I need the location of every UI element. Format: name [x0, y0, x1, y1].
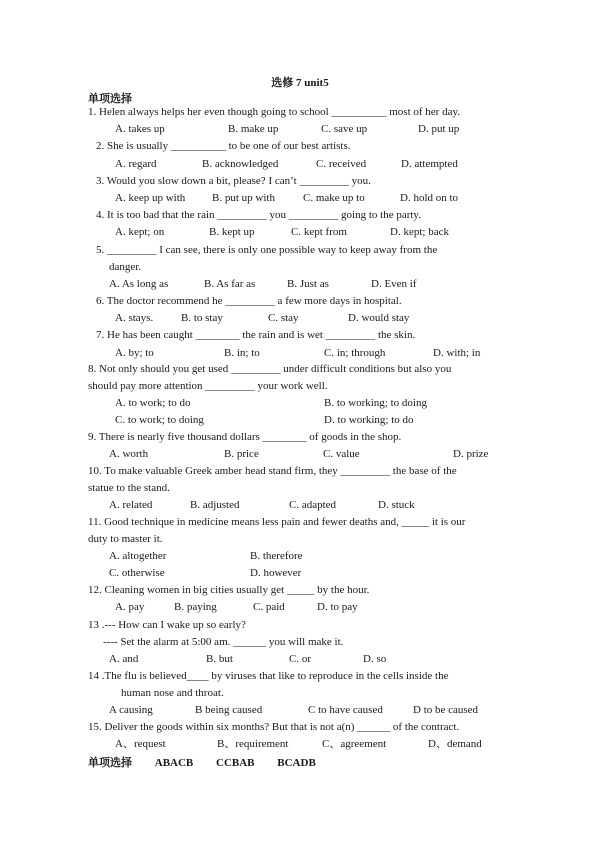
option-c: C. stay — [268, 312, 299, 324]
option-b: B. adjusted — [190, 499, 240, 511]
answer-group: CCBAB — [216, 757, 255, 769]
question-12-options — [88, 599, 518, 616]
question-13-options — [88, 651, 518, 668]
option-c: C. make up to — [303, 192, 365, 204]
option-d: D. attempted — [401, 158, 458, 170]
question-6-options — [88, 310, 518, 327]
question-2 — [88, 138, 518, 155]
option-d: D. would stay — [348, 312, 410, 324]
option-a: A. takes up — [115, 123, 165, 135]
page-title: 选修 7 unit5 — [271, 77, 329, 89]
question-stem: 4. It is too bad that the rain _________ you _________ going to the party. — [96, 209, 421, 221]
option-a: A. As long as — [109, 278, 169, 290]
option-d: D. hold on to — [400, 192, 459, 204]
option-a: A. keep up with — [115, 192, 186, 204]
option-c: C. received — [316, 158, 367, 170]
question-1 — [88, 104, 518, 121]
question-10-options — [88, 497, 518, 514]
option-c: C. adapted — [289, 499, 337, 511]
question-14-cont — [88, 685, 518, 702]
option-a: A. altogether — [109, 550, 167, 562]
answer-key-label: 单项选择 — [88, 757, 132, 769]
option-c: C. kept from — [291, 226, 347, 238]
question-stem: 15. Deliver the goods within six months? But that is not a(n) ______ of the contract. — [88, 721, 460, 733]
option-a: A. pay — [115, 601, 145, 613]
option-d: D. put up — [418, 123, 460, 135]
option-c: C. to work; to doing — [115, 414, 204, 426]
question-14-options — [88, 702, 518, 719]
question-7-options — [88, 345, 518, 362]
option-d: D. to working; to do — [324, 414, 414, 426]
question-8-options-row2 — [88, 412, 518, 429]
question-stem: 11. Good technique in medicine means less pain and fewer deaths and, _____ it is our — [88, 516, 466, 528]
question-8-cont — [88, 378, 518, 395]
option-c: C. paid — [253, 601, 285, 613]
option-b: B. make up — [228, 123, 279, 135]
question-5-options — [88, 276, 518, 293]
question-6 — [88, 293, 518, 310]
option-c: C. otherwise — [109, 567, 165, 579]
option-a: A. regard — [115, 158, 157, 170]
option-b: B. to working; to doing — [324, 397, 427, 409]
answer-key — [88, 754, 336, 770]
option-c: C. or — [289, 653, 311, 665]
question-stem: 14 .The flu is believed____ by viruses that like to reproduce in the cells inside the — [88, 670, 449, 682]
question-stem: 7. He has been caught ________ the rain and is wet _________ the skin. — [96, 329, 416, 341]
question-10-cont — [88, 480, 518, 497]
question-5-cont — [88, 259, 518, 276]
option-b: B. paying — [174, 601, 217, 613]
question-stem: 10. To make valuable Greek amber head stand firm, they _________ the base of the — [88, 465, 457, 477]
question-stem-cont: duty to master it. — [88, 533, 163, 545]
option-a: A. related — [109, 499, 153, 511]
option-b: B. put up with — [212, 192, 275, 204]
option-a: A. and — [109, 653, 139, 665]
section-heading: 单项选择 — [88, 93, 132, 105]
question-stem: 6. The doctor recommend he _________ a few more days in hospital. — [96, 295, 402, 307]
question-4 — [88, 207, 518, 224]
question-13-cont — [88, 634, 518, 651]
option-a: A. kept; on — [115, 226, 165, 238]
question-12 — [88, 582, 518, 599]
question-stem-cont: should pay more attention _________ your work well. — [88, 380, 328, 392]
question-stem: 8. Not only should you get used _________ under difficult conditions but also you — [88, 363, 452, 375]
question-3-options — [88, 190, 518, 207]
question-stem-cont: ---- Set the alarm at 5:00 am. ______ you will make it. — [103, 636, 344, 648]
option-c: C. value — [323, 448, 360, 460]
option-d: D. so — [363, 653, 387, 665]
option-a: A causing — [109, 704, 153, 716]
question-stem: 1. Helen always helps her even though going to school __________ most of her day. — [88, 106, 460, 118]
question-15-options — [88, 736, 518, 753]
option-c: C、agreement — [322, 738, 387, 750]
option-d: D to be caused — [413, 704, 479, 716]
option-c: C. save up — [321, 123, 368, 135]
question-stem-cont: human nose and throat. — [121, 687, 224, 699]
question-8-options-row1 — [88, 395, 518, 412]
question-stem: 2. She is usually __________ to be one of our best artists. — [96, 140, 351, 152]
question-10 — [88, 463, 518, 480]
question-8 — [88, 361, 518, 378]
option-b: B. kept up — [209, 226, 255, 238]
question-stem: 3. Would you slow down a bit, please? I can’t _________ you. — [96, 175, 371, 187]
option-a: A、request — [115, 738, 166, 750]
option-b: B. acknowledged — [202, 158, 279, 170]
question-15 — [88, 719, 518, 736]
question-11 — [88, 514, 518, 531]
option-b: B. price — [224, 448, 259, 460]
option-d: D. however — [250, 567, 302, 579]
option-d: D. stuck — [378, 499, 415, 511]
option-b: B being caused — [195, 704, 263, 716]
question-13 — [88, 617, 518, 634]
option-d: D、demand — [428, 738, 482, 750]
option-c: C to have caused — [308, 704, 383, 716]
answer-group: ABACB — [154, 757, 194, 769]
option-c: C. in; through — [324, 347, 386, 359]
option-a: A. worth — [109, 448, 149, 460]
option-a: A. stays. — [115, 312, 154, 324]
question-stem: 13 .--- How can I wake up so early? — [88, 619, 246, 631]
question-3 — [88, 173, 518, 190]
option-b: B. in; to — [224, 347, 260, 359]
option-d: D. prize — [453, 448, 489, 460]
question-7 — [88, 327, 518, 344]
question-9 — [88, 429, 518, 446]
question-2-options — [88, 156, 518, 173]
option-b: B. therefore — [250, 550, 303, 562]
question-11-options-row2 — [88, 565, 518, 582]
option-d: D. with; in — [433, 347, 481, 359]
option-b: B. As far as — [204, 278, 256, 290]
question-stem-cont: danger. — [109, 261, 142, 273]
question-11-options-row1 — [88, 548, 518, 565]
question-9-options — [88, 446, 518, 463]
option-b: B、requirement — [217, 738, 289, 750]
option-b: B. to stay — [181, 312, 223, 324]
question-stem: 12. Cleaning women in big cities usually get _____ by the hour. — [88, 584, 370, 596]
question-14 — [88, 668, 518, 685]
option-a: A. to work; to do — [115, 397, 191, 409]
answer-group: BCADB — [277, 757, 316, 769]
question-stem: 5. _________ I can see, there is only one possible way to keep away from the — [96, 244, 438, 256]
question-4-options — [88, 224, 518, 241]
option-b: B. but — [206, 653, 233, 665]
option-d: D. to pay — [317, 601, 358, 613]
option-d: D. Even if — [371, 278, 417, 290]
question-stem: 9. There is nearly five thousand dollars ________ of goods in the shop. — [88, 431, 402, 443]
question-11-cont — [88, 531, 518, 548]
option-a: A. by; to — [115, 347, 154, 359]
question-1-options — [88, 121, 518, 138]
option-d: D. kept; back — [390, 226, 449, 238]
question-5 — [88, 242, 518, 259]
option-c: B. Just as — [287, 278, 329, 290]
question-stem-cont: statue to the stand. — [88, 482, 170, 494]
